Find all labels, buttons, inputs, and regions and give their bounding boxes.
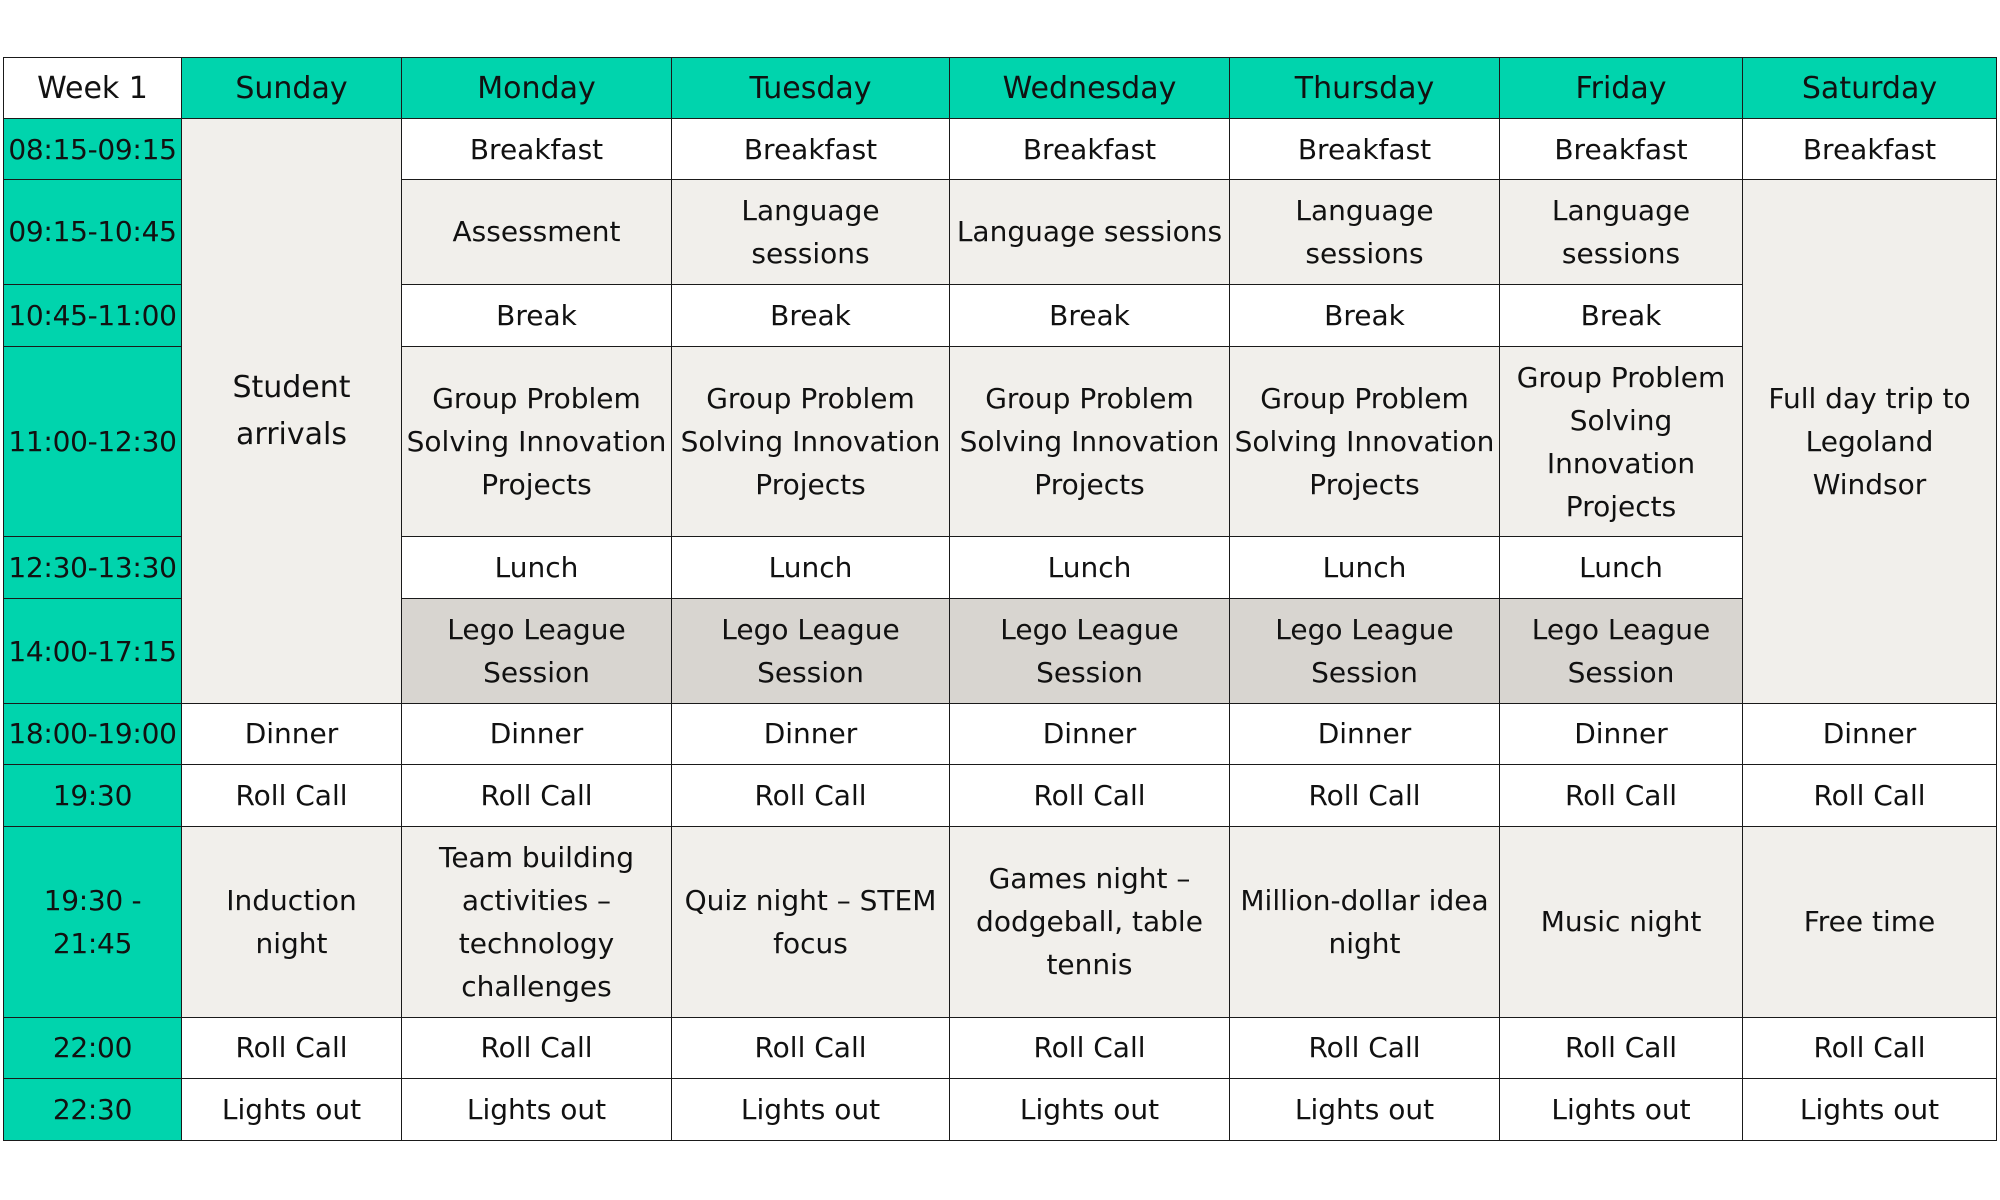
activity-cell: Breakfast [672, 119, 950, 180]
activity-cell: Group Problem Solving Innovation Projects [402, 346, 672, 537]
activity-cell: Games night – dodgeball, table tennis [950, 827, 1230, 1018]
activity-cell: Lunch [950, 537, 1230, 599]
activity-cell: Roll Call [402, 1017, 672, 1078]
saturday-breakfast-cell: Breakfast [1743, 119, 1997, 180]
activity-cell: Lego League Session [402, 599, 672, 703]
activity-cell: Breakfast [1230, 119, 1500, 180]
activity-cell: Roll Call [950, 1017, 1230, 1078]
activity-cell: Lunch [1230, 537, 1500, 599]
activity-cell: Group Problem Solving Innovation Projects [1500, 346, 1743, 537]
day-header-tuesday: Tuesday [672, 58, 950, 119]
activity-cell: Lunch [402, 537, 672, 599]
activity-cell: Music night [1500, 827, 1743, 1018]
activity-cell: Lights out [1230, 1078, 1500, 1140]
table-row [4, 703, 1997, 764]
activity-cell: Induction night [182, 827, 402, 1018]
time-slot: 10:45-11:00 [4, 284, 182, 346]
activity-cell: Roll Call [402, 764, 672, 826]
time-slot: 19:30 [4, 764, 182, 826]
activity-cell: Break [1230, 284, 1500, 346]
day-header-wednesday: Wednesday [950, 58, 1230, 119]
table-row [4, 1078, 1997, 1140]
time-slot: 19:30 - 21:45 [4, 827, 182, 1018]
activity-cell: Roll Call [950, 764, 1230, 826]
activity-cell: Lights out [950, 1078, 1230, 1140]
activity-cell: Dinner [672, 703, 950, 764]
day-header-friday: Friday [1500, 58, 1743, 119]
activity-cell: Roll Call [1500, 1017, 1743, 1078]
activity-cell: Roll Call [672, 1017, 950, 1078]
activity-cell: Roll Call [1500, 764, 1743, 826]
time-slot: 22:30 [4, 1078, 182, 1140]
activity-cell: Group Problem Solving Innovation Projects [950, 346, 1230, 537]
activity-cell: Lego League Session [1230, 599, 1500, 703]
activity-cell: Lights out [1500, 1078, 1743, 1140]
sunday-arrivals-cell: Student arrivals [182, 119, 402, 704]
time-slot: 22:00 [4, 1017, 182, 1078]
activity-cell: Roll Call [1743, 1017, 1997, 1078]
activity-cell: Break [672, 284, 950, 346]
activity-cell: Lights out [672, 1078, 950, 1140]
activity-cell: Lego League Session [672, 599, 950, 703]
day-header-thursday: Thursday [1230, 58, 1500, 119]
activity-cell: Lego League Session [1500, 599, 1743, 703]
activity-cell: Breakfast [1500, 119, 1743, 180]
activity-cell: Dinner [1230, 703, 1500, 764]
activity-cell: Assessment [402, 180, 672, 284]
activity-cell: Roll Call [1230, 1017, 1500, 1078]
activity-cell: Million-dollar idea night [1230, 827, 1500, 1018]
activity-cell: Dinner [950, 703, 1230, 764]
activity-cell: Roll Call [182, 764, 402, 826]
day-header-sunday: Sunday [182, 58, 402, 119]
header-row [4, 58, 1997, 119]
time-slot: 18:00-19:00 [4, 703, 182, 764]
activity-cell: Lights out [402, 1078, 672, 1140]
time-slot: 12:30-13:30 [4, 537, 182, 599]
activity-cell: Roll Call [1230, 764, 1500, 826]
activity-cell: Language sessions [950, 180, 1230, 284]
table-row [4, 827, 1997, 1018]
activity-cell: Language sessions [1230, 180, 1500, 284]
activity-cell: Free time [1743, 827, 1997, 1018]
time-slot: 08:15-09:15 [4, 119, 182, 180]
activity-cell: Team building activities – technology challenges [402, 827, 672, 1018]
activity-cell: Break [950, 284, 1230, 346]
activity-cell: Dinner [402, 703, 672, 764]
activity-cell: Dinner [182, 703, 402, 764]
activity-cell: Breakfast [402, 119, 672, 180]
activity-cell: Lunch [1500, 537, 1743, 599]
activity-cell: Quiz night – STEM focus [672, 827, 950, 1018]
activity-cell: Language sessions [1500, 180, 1743, 284]
day-header-saturday: Saturday [1743, 58, 1997, 119]
day-header-monday: Monday [402, 58, 672, 119]
time-slot: 14:00-17:15 [4, 599, 182, 703]
activity-cell: Roll Call [1743, 764, 1997, 826]
activity-cell: Breakfast [950, 119, 1230, 180]
activity-cell: Group Problem Solving Innovation Projects [672, 346, 950, 537]
activity-cell: Group Problem Solving Innovation Projects [1230, 346, 1500, 537]
activity-cell: Break [1500, 284, 1743, 346]
table-row [4, 764, 1997, 826]
activity-cell: Lego League Session [950, 599, 1230, 703]
activity-cell: Language sessions [672, 180, 950, 284]
activity-cell: Lights out [1743, 1078, 1997, 1140]
activity-cell: Roll Call [672, 764, 950, 826]
week-label: Week 1 [4, 58, 182, 119]
table-row [4, 119, 1997, 180]
activity-cell: Roll Call [182, 1017, 402, 1078]
activity-cell: Dinner [1500, 703, 1743, 764]
activity-cell: Lunch [672, 537, 950, 599]
table-row [4, 1017, 1997, 1078]
weekly-schedule-table [3, 57, 1997, 1141]
time-slot: 09:15-10:45 [4, 180, 182, 284]
time-slot: 11:00-12:30 [4, 346, 182, 537]
activity-cell: Dinner [1743, 703, 1997, 764]
saturday-trip-cell: Full day trip to Legoland Windsor [1743, 180, 1997, 703]
activity-cell: Lights out [182, 1078, 402, 1140]
activity-cell: Break [402, 284, 672, 346]
